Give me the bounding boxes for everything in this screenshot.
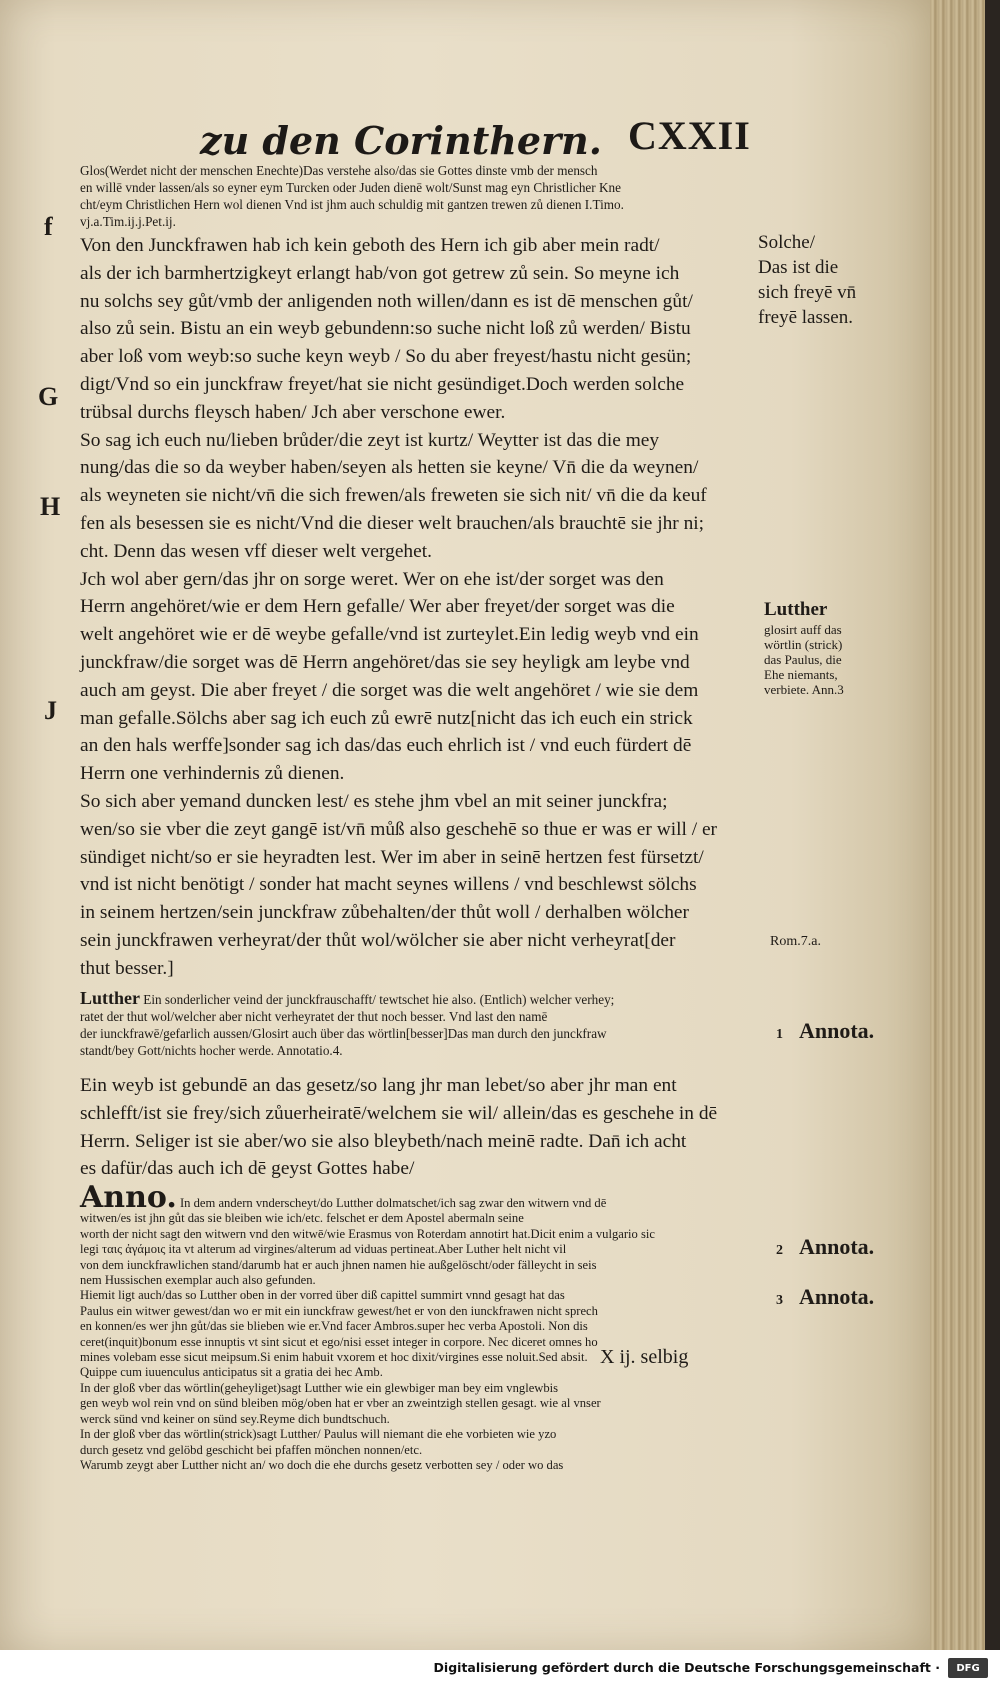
text-line: wen/so sie vber die zeyt gangē ist/vn̄ můß also geschehē so thue er was er will / er	[80, 818, 718, 840]
margin-line: wörtlin (strick)	[764, 637, 843, 652]
anno-line: nem Hussischen exemplar auch also gefunden.	[80, 1273, 316, 1288]
text-line: in seinem hertzen/sein junckfraw zůbehalten/der thůt woll / derhalben wölcher	[80, 902, 689, 924]
gloss-line: cht/eym Christlichen Hern wol dienen Vnd ist jhm auch schuldig mit gantzen trewen zů dienen I.Timo.	[80, 197, 624, 212]
margin-line: verbiete. Ann.3	[764, 682, 844, 697]
anno-line: Paulus ein witwer gewest/dan wo er mit ein iunckfraw gewest/het er von den iunckfrawen nicht sprech	[80, 1303, 598, 1318]
text-line: Herrn angehöret/wie er dem Hern gefalle/ Wer aber freyet/der sorget was die	[80, 596, 675, 618]
text-line: es dafür/das auch ich dē geyst Gottes habe/	[80, 1158, 415, 1180]
text-line: auch am geyst. Die aber freyet / die sorget was die welt angehöret / wie sie dem	[80, 679, 699, 701]
margin-note-solche	[758, 230, 856, 330]
margin-note-anno-2	[776, 1234, 874, 1260]
main-text	[80, 232, 750, 983]
gloss-line-text: Ein sonderlicher veind der junckfrauschafft/ tewtschet hie also. (Entlich) welcher verhey;	[143, 992, 615, 1007]
anno-line: en konnen/es wer jhn gůt/das sie blieben wie er.Vnd facer Ambros.super hec verba Apostoli. Non dis	[80, 1319, 588, 1334]
anno-lead: Anno.	[80, 1180, 177, 1215]
text-line: junckfraw/die sorget was dē Herrn angehöret/das sie sey heyligk am leybe vnd	[80, 651, 690, 673]
annota-label: Annota.	[799, 1284, 875, 1309]
margin-line: Ehe niemants,	[764, 667, 838, 682]
book-edge-shadow	[985, 0, 1000, 1650]
anno-line: In der gloß vber das wörtlin(geheyliget)sagt Lutther wie ein glewbiger man bey eim vnglewbis	[80, 1380, 559, 1395]
text-line: digt/Vnd so ein junckfraw freyet/hat sie nicht gesündiget.Doch werden solche	[80, 373, 685, 395]
anno-line-text: In dem andern vnderscheyt/do Lutther dolmatschet/ich sag zwar den witwern vnd dē	[179, 1196, 607, 1210]
gloss-line: vj.a.Tim.ij.j.Pet.ij.	[80, 214, 176, 229]
anno-line: von dem iunckfrawlichen stand/darumb hat er auch jhnen namen hie außgelöscht/oder fälleycht in seis	[80, 1257, 597, 1272]
text-line: sein junckfrawen verheyrat/der thůt wol/wölcher sie aber nicht verheyrat[der	[80, 929, 676, 951]
anno-line: witwen/es ist jhn gůt das sie bleiben wie ich/etc. felschet er dem Apostel abermaln seine	[80, 1211, 524, 1226]
anno-line: Quippe cum iuuenculus anticipatus sit a gratia dei hec Amb.	[80, 1365, 383, 1380]
running-head: zu den Corinthern.	[200, 118, 602, 163]
dfg-logo-icon: DFG	[948, 1658, 988, 1678]
anno-line: werck sünd vnd keiner on sünd sey.Reyme dich bundtschuch.	[80, 1411, 390, 1426]
margin-line: sich freyē vn̄	[758, 282, 857, 303]
anno-line: durch gesetz vnd gelöbd geschicht bei pfaffen mönchen nonnen/etc.	[80, 1442, 423, 1457]
text-line: aber loß vom weyb:so suche keyn weyb / So du aber freyest/hastu nicht gesün;	[80, 346, 692, 368]
anno-line	[80, 1180, 760, 1215]
anno-line: worth der nicht sagt den witwern vnd den witwē/wie Erasmus von Roterdam annotirt hat.Dicit enim a vulgario sic	[80, 1226, 655, 1241]
text-line: cht. Denn das wesen vff dieser welt vergehet.	[80, 540, 432, 562]
text-line: man gefalle.Sölchs aber sag ich euch zů ewrē nutz[nicht das ich euch ein strick	[80, 707, 693, 729]
gloss-line: der iunckfrawē/gefarlich aussen/Glosirt auch über das wörtlin[besser]Das man durch den junckfraw	[80, 1026, 607, 1041]
anno-line: mines volebam esse sicut meipsum.Si enim habuit vxorem et hoc dixit/virgines esse noluit.Sed absit.	[80, 1350, 588, 1365]
text-line: als der ich barmhertzigkeyt erlangt hab/von got getrew zů sein. So meyne ich	[80, 262, 680, 284]
section-marker-g: G	[38, 382, 59, 411]
margin-line: das Paulus, die	[764, 652, 842, 667]
anno-line: gen weyb wol rein vnd on sünd bleiben mög/oben hat er vber an zweintzigh stellen gesagt. wie al vnser	[80, 1396, 601, 1411]
margin-note-anno-1	[776, 1018, 874, 1044]
gloss-line: standt/bey Gott/nichts hocher werde. Annotatio.4.	[80, 1043, 343, 1058]
section-marker-i: J	[44, 696, 57, 725]
text-line: nung/das die so da weyber haben/seyen als hetten sie keyne/ Vn̄ die da weynen/	[80, 457, 699, 479]
margin-note-anno-3	[776, 1284, 874, 1310]
text-line: Ein weyb ist gebundē an das gesetz/so lang jhr man lebet/so aber jhr man ent	[80, 1075, 677, 1096]
text-line: welt angehöret wie er dē weybe gefalle/vnd ist zurteylet.Ein ledig weyb vnd ein	[80, 624, 699, 646]
text-line: vnd ist nicht benötigt / sonder hat macht seynes willens / vnd beschlewst sölchs	[80, 874, 697, 896]
annota-number: 1	[776, 1027, 783, 1042]
gloss-lead: Lutther	[80, 988, 140, 1008]
anno-line: In der gloß vber das wörtlin(strick)sagt Lutther/ Paulus will niemant die ehe vorbieten wie yzo	[80, 1427, 557, 1442]
gloss-line: ratet der thut wol/welcher aber nicht verheyratet der thut noch besser. Vnd last den namē	[80, 1009, 548, 1024]
margin-line: Das ist die	[758, 257, 839, 278]
text-line: sündiget nicht/so er sie heyradten lest. Wer im aber in seinē hertzen fest fürsetzt/	[80, 846, 704, 868]
anno-line: ceret(inquit)bonum esse innuptis vt sint sicut et ego/nisi esset integer in corpore. Nec diceret omnes ho	[80, 1334, 598, 1349]
anno-line: Hiemit ligt auch/das so Lutther oben in der vorred über diß capittel summirt vnnd gesagt hat das	[80, 1288, 565, 1303]
annotation-block	[80, 1180, 760, 1473]
lutther-gloss	[80, 990, 750, 1059]
margin-line: Solche/	[758, 232, 815, 253]
gloss-line	[80, 990, 750, 1008]
annota-number: 3	[776, 1293, 783, 1308]
section-marker-f: f	[44, 212, 53, 241]
folio-number: CXXII	[628, 113, 751, 158]
text-line: fen als besessen sie es nicht/Vnd die dieser welt brauchen/als brauchtē sie jhr ni;	[80, 512, 705, 534]
text-line: Herrn one verhindernis zů dienen.	[80, 763, 345, 785]
margin-line: glosirt auff das	[764, 622, 842, 637]
text-line: thut besser.]	[80, 957, 174, 979]
text-line: als weyneten sie nicht/vn̄ die sich frewen/als freweten sie sich nit/ vn̄ die da keuf	[80, 485, 707, 507]
text-line: So sag ich euch nu/lieben brůder/die zeyt ist kurtz/ Weytter ist das die mey	[80, 429, 660, 451]
text-line: schlefft/ist sie frey/sich zůuerheiratē/welchem sie wil/ allein/das es geschehe in dē	[80, 1102, 718, 1124]
annota-label: Annota.	[799, 1018, 875, 1043]
annota-number: 2	[776, 1243, 783, 1258]
text-line: an den hals werffe]sonder sag ich das/das euch ehrlich ist / vnd euch fürdert dē	[80, 735, 692, 757]
text-line: nu solchs sey gůt/vmb der anligenden noth willen/dann es ist dē menschen gůt/	[80, 290, 693, 312]
text-line: Von den Junckfrawen hab ich kein geboth des Hern ich gib aber mein radt/	[80, 235, 660, 256]
section-marker-h: H	[40, 492, 61, 521]
margin-note-lutther	[764, 598, 844, 697]
gloss-line: Glos(Werdet nicht der menschen Enechte)Das verstehe also/das sie Gottes dinste vmb der mensch	[80, 163, 598, 178]
margin-note-rom: Rom.7.a.	[770, 934, 821, 949]
funding-notice: Digitalisierung gefördert durch die Deutsche Forschungsgemeinschaft ·	[433, 1660, 940, 1675]
main-text-2	[80, 1072, 750, 1183]
text-line: So sich aber yemand duncken lest/ es stehe jhm vbel an mit seiner junckfra;	[80, 790, 668, 812]
margin-line: freyē lassen.	[758, 307, 853, 328]
margin-line: Lutther	[764, 599, 828, 620]
gloss-top	[80, 162, 750, 230]
text-line: Herrn. Seliger ist sie aber/wo sie also bleybeth/nach meinē radte. Dan̄ ich acht	[80, 1130, 687, 1152]
signature-mark: X ij. selbig	[600, 1346, 689, 1368]
annota-label: Annota.	[799, 1234, 875, 1259]
anno-line: Warumb zeygt aber Lutther nicht an/ wo doch die ehe durchs gesetz verbotten sey / oder wo das	[80, 1457, 564, 1472]
text-line: also zů sein. Bistu an ein weyb gebundenn:so suche nicht loß zů werden/ Bistu	[80, 318, 691, 340]
anno-line: legi ταις ἀγάμοις ita vt alterum ad virgines/alterum ad viduas pertineat.Aber Luther helt nicht vil	[80, 1242, 567, 1257]
gloss-line: en willē vnder lassen/als so eyner eym Turcken oder Juden dienē wolt/Sunst mag eyn Christlicher Kne	[80, 180, 621, 195]
text-line: trübsal durchs fleysch haben/ Jch aber verschone ewer.	[80, 401, 506, 423]
text-line: Jch wol aber gern/das jhr on sorge weret. Wer on ehe ist/der sorget was den	[80, 568, 664, 590]
footer-bar	[0, 1650, 1000, 1687]
